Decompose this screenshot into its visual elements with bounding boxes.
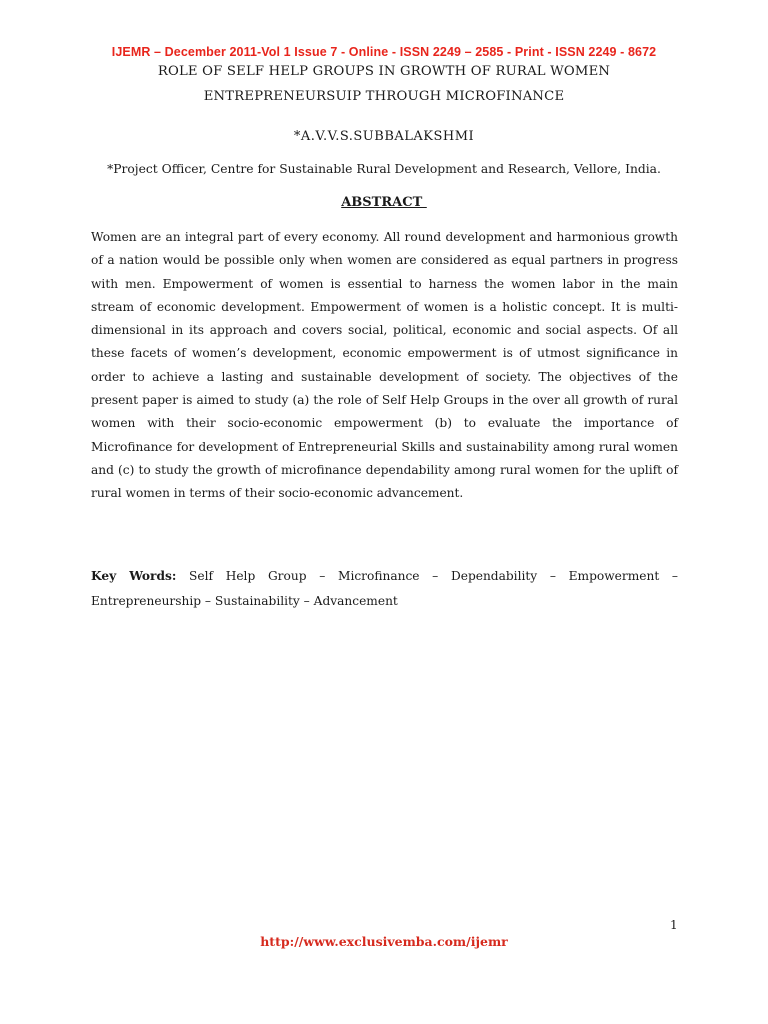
abstract-body: Women are an integral part of every economy. All round development and harmonious growth of a nation would be possible only when women are considered as equal partners in progress with men. Empowerment of women is essential to harness the women labor in the main stream of economic development. Empowerment of women is a holistic concept. It is multi-dimensional in its approach and covers social, political, economic and social aspects. Of all these facets of women’s development, economic empowerment is of utmost significance in order to achieve a lasting and sustainable development of society. The objectives of the present paper is aimed to study (a) the role of Self Help Groups in the over all growth of rural women with their socio-economic empowerment (b) to evaluate the importance of Microfinance for development of Entrepreneurial Skills and sustainability among rural women and (c) to study the growth of microfinance dependability among rural women for the uplift of rural women in terms of their socio-economic advancement. (91, 230, 678, 501)
footer-url-link[interactable]: http://www.exclusivemba.com/ijemr (260, 934, 508, 949)
journal-header: IJEMR – December 2011-Vol 1 Issue 7 - Online - ISSN 2249 – 2585 - Print - ISSN 2249 - 8672 (111, 45, 657, 59)
page-number: 1 (670, 918, 678, 932)
author-affiliation: *Project Officer, Centre for Sustainable Rural Development and Research, Vellore, India. (107, 162, 661, 176)
paper-title-line-1: ROLE OF SELF HELP GROUPS IN GROWTH OF RURAL WOMEN (157, 64, 611, 79)
paper-title-line-2: ENTREPRENEURSUIP THROUGH MICROFINANCE (203, 89, 565, 104)
keywords-text: Self Help Group – Microfinance – Dependability – Empowerment – Entrepreneurship – Sustainability – Advancement (91, 569, 679, 608)
abstract-heading: ABSTRACT (341, 195, 427, 210)
keywords-label: Key Words: (91, 569, 177, 583)
keywords (91, 564, 678, 614)
author-name: *A.V.V.S.SUBBALAKSHMI (293, 129, 475, 144)
